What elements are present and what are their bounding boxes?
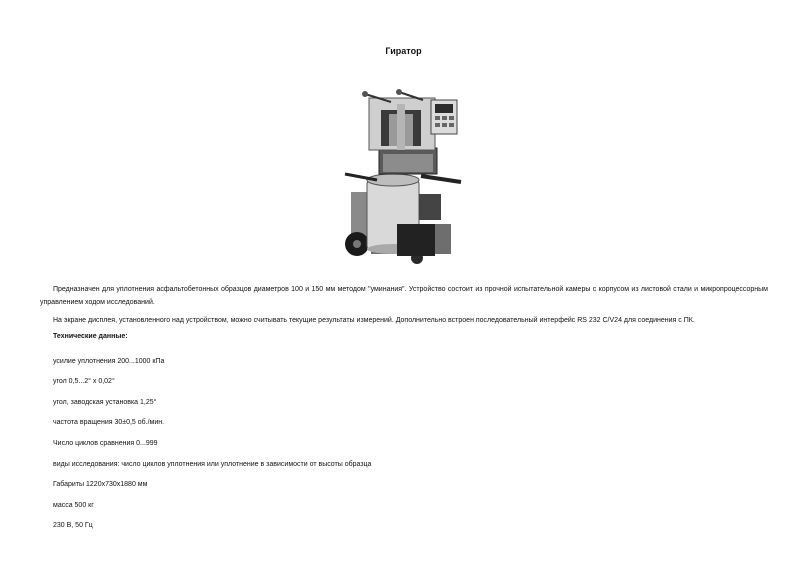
spec-item: усилие уплотнения 200...1000 кПа [53,358,165,365]
display-paragraph: На экране дисплея, установленного над устройством, можно считывать текущие результаты измерений. Дополнительно встроен последовательный интерфейс RS 232 C/V24 для соединения с ПК. [53,317,695,324]
spec-item: Число циклов сравнения 0...999 [53,440,158,447]
spec-item: угол 0,5...2° x 0,02° [53,378,115,385]
page-title: Гиратор [385,46,422,56]
spec-item: Габариты 1220x730x1880 мм [53,481,148,488]
spec-item: частота вращения 30±0,5 об./мин. [53,419,165,426]
gyrator-photo [337,84,469,270]
specs-heading: Технические данные: [53,333,128,340]
spec-item: масса 500 кг [53,502,94,509]
spec-item: виды исследования: число циклов уплотнения или уплотнение в зависимости от высоты образца [53,461,372,468]
spec-item: 230 В, 50 Гц [53,522,93,529]
description-paragraph: Предназначен для уплотнения асфальтобетонных образцов диаметров 100 и 150 мм методом "уминания". Устройство состоит из прочной испытательной камеры с корпусом из листовой стали и микропроцессорным управлением ходом исследований. [40,286,768,306]
spec-item: угол, заводская установка 1,25° [53,399,157,406]
